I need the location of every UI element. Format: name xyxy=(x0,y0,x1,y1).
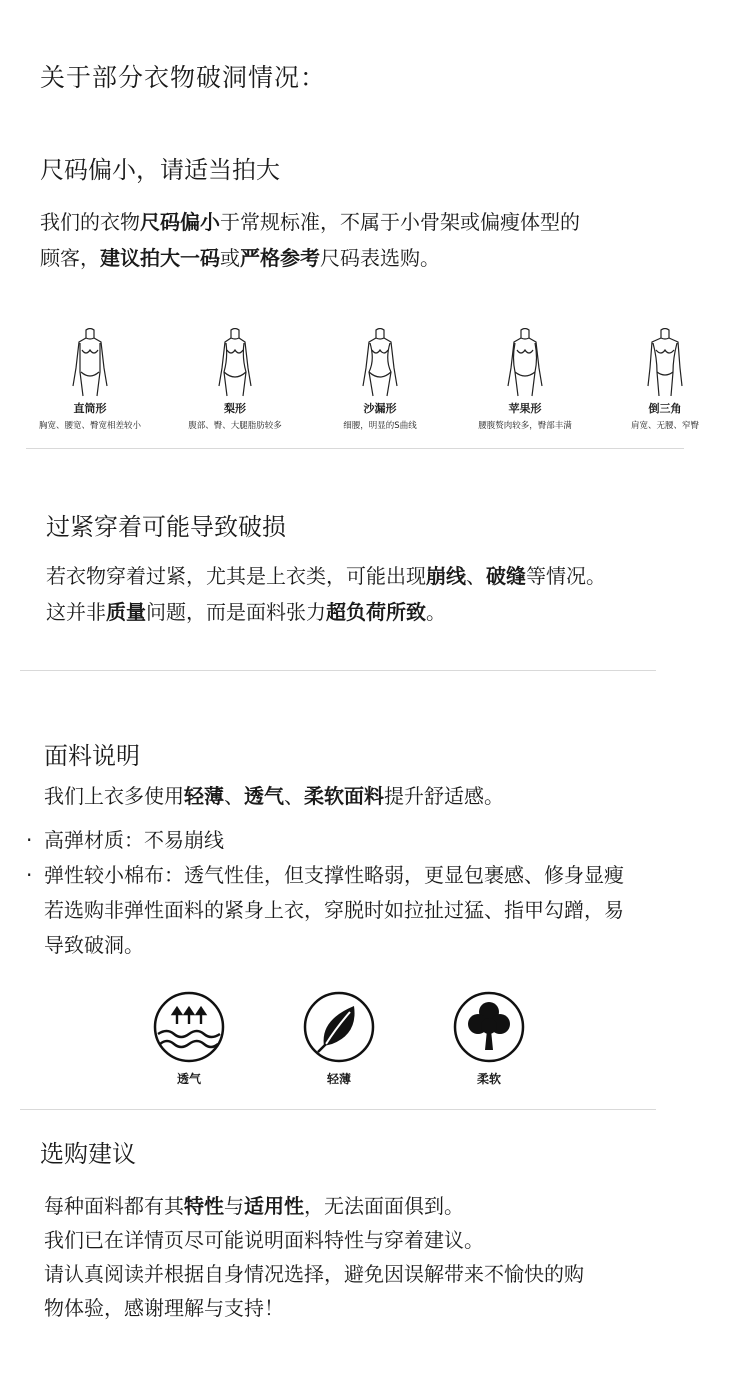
fabric-feature-soft xyxy=(444,990,534,1087)
text-run: 与 xyxy=(224,1194,244,1218)
emphasis-text: 超负荷所致 xyxy=(326,600,426,624)
body-type-desc: 胸宽、腰宽、臀宽相差较小 xyxy=(38,421,141,431)
emphasis-text: 破缝 xyxy=(486,564,526,588)
emphasis-text: 严格参考 xyxy=(240,246,320,270)
divider xyxy=(26,448,684,449)
fabric-intro xyxy=(44,778,504,814)
fabric-heading: 面料说明 xyxy=(44,742,140,770)
emphasis-text: 崩线 xyxy=(426,564,466,588)
text-run: 。 xyxy=(426,600,446,624)
advice-line-1 xyxy=(44,1188,464,1224)
body-type-pear xyxy=(160,328,310,431)
apple-body-icon xyxy=(502,328,548,398)
fabric-feature-label: 轻薄 xyxy=(326,1072,351,1086)
size-text-line1 xyxy=(40,204,580,240)
body-type-desc: 腹部、臀、大腿脂肪较多 xyxy=(188,421,282,431)
body-type-desc: 肩宽、无腰、窄臀 xyxy=(630,421,699,431)
fabric-bullet-2 xyxy=(26,857,624,893)
body-type-name: 沙漏形 xyxy=(363,402,397,415)
advice-line-4: 物体验，感谢理解与支持！ xyxy=(44,1296,284,1320)
body-type-name: 梨形 xyxy=(224,402,246,415)
emphasis-text: 柔软面料 xyxy=(304,784,384,808)
text-run: 于常规标准，不属于小骨架或偏瘦体型的 xyxy=(220,210,580,234)
body-type-name: 直筒形 xyxy=(73,402,107,415)
body-type-hourglass xyxy=(305,328,455,431)
bullet-text: 高弹材质：不易崩线 xyxy=(44,828,224,852)
fabric-feature-label: 透气 xyxy=(176,1072,201,1086)
text-run: 若衣物穿着过紧，尤其是上衣类，可能出现 xyxy=(46,564,426,588)
fabric-bullet-2-cont: 若选购非弹性面料的紧身上衣，穿脱时如拉扯过猛、指甲勾蹭，易 xyxy=(44,898,624,922)
text-run: 我们的衣物 xyxy=(40,210,140,234)
text-run: 、 xyxy=(284,784,304,808)
advice-line-3: 请认真阅读并根据自身情况选择，避免因误解带来不愉快的购 xyxy=(44,1262,584,1286)
advice-heading: 选购建议 xyxy=(40,1140,136,1168)
advice-line-2: 我们已在详情页尽可能说明面料特性与穿着建议。 xyxy=(44,1228,484,1252)
emphasis-text: 特性 xyxy=(184,1194,224,1218)
text-run: 或 xyxy=(220,246,240,270)
size-text-line2 xyxy=(40,240,440,276)
emphasis-text: 轻薄 xyxy=(184,784,224,808)
emphasis-text: 建议拍大一码 xyxy=(100,246,220,270)
text-run: 问题，而是面料张力 xyxy=(146,600,326,624)
body-type-desc: 腰腹赘肉较多，臀部丰满 xyxy=(478,421,572,431)
pear-body-icon xyxy=(212,328,258,398)
text-run: ，无法面面俱到。 xyxy=(304,1194,464,1218)
breathable-icon xyxy=(152,990,226,1064)
divider xyxy=(20,670,656,671)
text-run: 提升舒适感。 xyxy=(384,784,504,808)
hourglass-body-icon xyxy=(357,328,403,398)
text-run: 、 xyxy=(224,784,244,808)
fabric-bullet-2-cont: 导致破洞。 xyxy=(44,933,144,957)
text-run: 尺码表选购。 xyxy=(320,246,440,270)
inverted-triangle-body-icon xyxy=(642,328,688,398)
tight-heading: 过紧穿着可能导致破损 xyxy=(46,513,286,541)
page-title: 关于部分衣物破洞情况： xyxy=(40,63,327,92)
body-type-desc: 细腰，明显的S曲线 xyxy=(343,421,417,431)
fabric-feature-light xyxy=(294,990,384,1087)
body-type-name: 倒三角 xyxy=(648,402,682,415)
emphasis-text: 质量 xyxy=(106,600,146,624)
tight-text-line2 xyxy=(46,594,446,630)
text-run: 每种面料都有其 xyxy=(44,1194,184,1218)
tight-text-line1 xyxy=(46,558,606,594)
body-type-apple xyxy=(450,328,600,431)
bullet-dot: · xyxy=(26,863,33,887)
fabric-feature-label: 柔软 xyxy=(476,1072,501,1086)
text-run: 这并非 xyxy=(46,600,106,624)
cloud-tree-icon xyxy=(452,990,526,1064)
fabric-bullet-1 xyxy=(26,822,224,858)
text-run: 顾客， xyxy=(40,246,100,270)
body-type-straight xyxy=(15,328,165,431)
leaf-icon xyxy=(302,990,376,1064)
emphasis-text: 尺码偏小 xyxy=(140,210,220,234)
body-type-inverted-triangle xyxy=(590,328,740,431)
body-type-name: 苹果形 xyxy=(508,402,542,415)
size-heading: 尺码偏小，请适当拍大 xyxy=(40,156,280,184)
text-run: 等情况。 xyxy=(526,564,606,588)
bullet-text: 弹性较小棉布：透气性佳，但支撑性略弱，更显包裹感、修身显瘦 xyxy=(44,863,624,887)
straight-body-icon xyxy=(67,328,113,398)
text-run: 我们上衣多使用 xyxy=(44,784,184,808)
text-run: 、 xyxy=(466,564,486,588)
bullet-dot: · xyxy=(26,828,33,852)
fabric-feature-breathable xyxy=(144,990,234,1087)
emphasis-text: 透气 xyxy=(244,784,284,808)
emphasis-text: 适用性 xyxy=(244,1194,304,1218)
divider xyxy=(20,1109,656,1110)
